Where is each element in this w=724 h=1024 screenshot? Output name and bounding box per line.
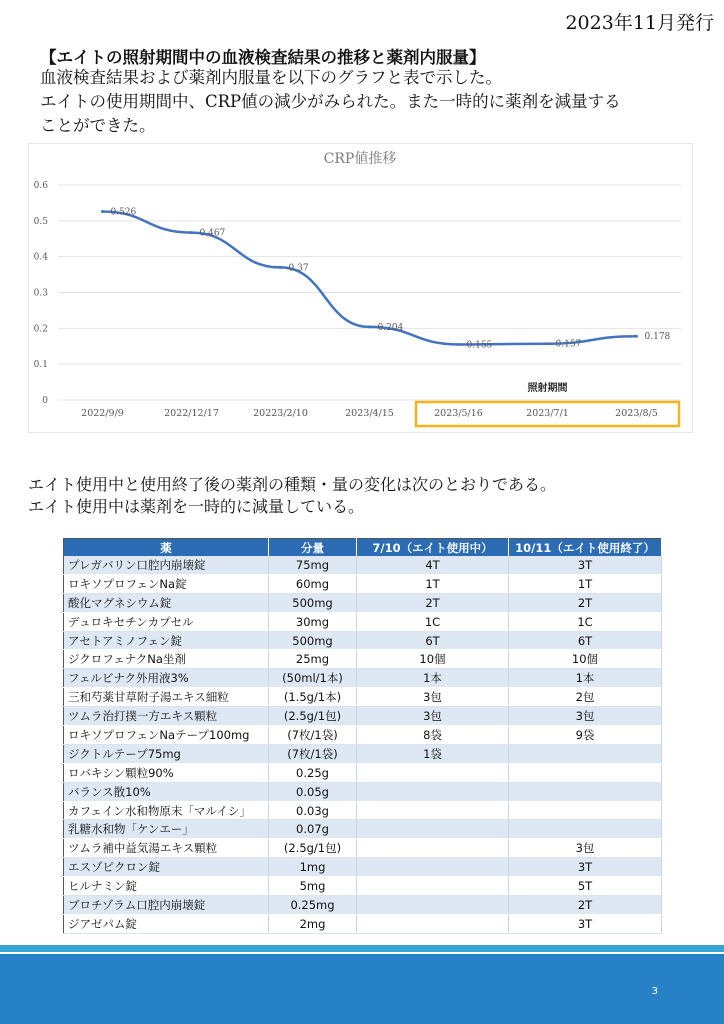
cell-drug: アセトアミノフェン錠 xyxy=(64,631,269,650)
cell-drug: ジクトルテープ75mg xyxy=(64,744,269,763)
y-tick-label: 0.1 xyxy=(33,360,48,371)
cell-drug: ロキソプロフェンNa錠 xyxy=(64,574,269,593)
cell-after-use: 3T xyxy=(509,914,662,933)
cell-during-use xyxy=(357,877,509,896)
table-row xyxy=(64,877,662,896)
cell-dose: 0.07g xyxy=(269,820,357,839)
data-label: 0.155 xyxy=(466,340,493,351)
cell-after-use: 1T xyxy=(509,574,662,593)
header-dose: 分量 xyxy=(269,539,357,557)
paragraph-line: エイト使用中と使用終了後の薬剤の種類・量の変化は次のとおりである。 xyxy=(28,475,557,494)
table-body xyxy=(64,556,662,933)
data-label: 0.178 xyxy=(644,332,671,343)
data-point xyxy=(279,266,282,269)
cell-during-use xyxy=(357,914,509,933)
cell-dose: (7枚/1袋) xyxy=(269,726,357,745)
x-tick-label: 2022/9/9 xyxy=(81,408,124,419)
cell-during-use xyxy=(357,763,509,782)
cell-after-use: 3包 xyxy=(509,839,662,858)
cell-dose: 1mg xyxy=(269,858,357,877)
table-row xyxy=(64,593,662,612)
header-during-use: 7/10（エイト使用中） xyxy=(357,539,509,557)
issue-date: 2023年11月発行 xyxy=(565,12,714,34)
data-point xyxy=(457,343,460,346)
cell-drug: ヒルナミン錠 xyxy=(64,877,269,896)
cell-dose: (2.5g/1包) xyxy=(269,707,357,726)
data-label: 0.204 xyxy=(377,322,404,333)
table-header-row xyxy=(64,539,662,557)
y-tick-label: 0.4 xyxy=(33,252,48,263)
data-point xyxy=(546,342,549,345)
cell-during-use: 1T xyxy=(357,574,509,593)
cell-dose: 2mg xyxy=(269,914,357,933)
page-number: 3 xyxy=(651,986,658,997)
cell-during-use: 1本 xyxy=(357,669,509,688)
cell-drug: ジアゼパム錠 xyxy=(64,914,269,933)
table-row xyxy=(64,858,662,877)
cell-during-use xyxy=(357,858,509,877)
cell-after-use: 1C xyxy=(509,612,662,631)
table-row xyxy=(64,631,662,650)
cell-drug: カフェイン水和物原末「マルイシ」 xyxy=(64,801,269,820)
x-tick-label: 20223/2/10 xyxy=(253,408,308,419)
footer-bar xyxy=(0,954,724,1024)
table-row xyxy=(64,726,662,745)
table-row xyxy=(64,650,662,669)
cell-dose: 25mg xyxy=(269,650,357,669)
cell-dose: 75mg xyxy=(269,556,357,574)
table-row xyxy=(64,896,662,915)
cell-drug: プレガバリン口腔内崩壊錠 xyxy=(64,556,269,574)
cell-during-use: 3包 xyxy=(357,688,509,707)
cell-during-use: 3包 xyxy=(357,707,509,726)
cell-after-use: 1本 xyxy=(509,669,662,688)
cell-after-use xyxy=(509,763,662,782)
table-row xyxy=(64,707,662,726)
y-tick-label: 0.3 xyxy=(33,288,48,299)
header-after-use: 10/11（エイト使用終了） xyxy=(509,539,662,557)
cell-drug: エスゾピクロン錠 xyxy=(64,858,269,877)
cell-drug: 乳糖水和物「ケンエー」 xyxy=(64,820,269,839)
cell-after-use: 3T xyxy=(509,858,662,877)
data-point xyxy=(635,335,638,338)
cell-during-use: 4T xyxy=(357,556,509,574)
table-row xyxy=(64,556,662,574)
cell-dose: (7枚/1袋) xyxy=(269,744,357,763)
cell-drug: ツムラ補中益気湯エキス顆粒 xyxy=(64,839,269,858)
cell-after-use xyxy=(509,782,662,801)
cell-during-use: 8袋 xyxy=(357,726,509,745)
cell-drug: フェルビナク外用液3% xyxy=(64,669,269,688)
medication-paragraph xyxy=(28,474,556,518)
cell-after-use: 10個 xyxy=(509,650,662,669)
cell-dose: 0.25mg xyxy=(269,896,357,915)
cell-during-use xyxy=(357,896,509,915)
irradiation-period-label: 照射期間 xyxy=(527,383,568,394)
x-tick-label: 2022/12/17 xyxy=(164,408,219,419)
y-tick-label: 0 xyxy=(42,396,48,406)
cell-during-use xyxy=(357,782,509,801)
chart-title: CRP値推移 xyxy=(323,151,397,167)
x-tick-label: 2023/8/5 xyxy=(615,408,658,419)
cell-drug: デュロキセチンカプセル xyxy=(64,612,269,631)
cell-after-use: 3包 xyxy=(509,707,662,726)
table-row xyxy=(64,669,662,688)
data-label: 0.467 xyxy=(199,228,226,239)
data-point xyxy=(368,325,371,328)
paragraph-line: エイト使用中は薬剤を一時的に減量している。 xyxy=(28,497,365,516)
cell-drug: ツムラ治打撲一方エキス顆粒 xyxy=(64,707,269,726)
cell-drug: ジクロフェナクNa坐剤 xyxy=(64,650,269,669)
cell-after-use: 6T xyxy=(509,631,662,650)
cell-during-use: 2T xyxy=(357,593,509,612)
cell-during-use: 10個 xyxy=(357,650,509,669)
cell-after-use xyxy=(509,801,662,820)
cell-during-use xyxy=(357,801,509,820)
y-tick-label: 0.5 xyxy=(33,216,48,227)
data-label: 0.157 xyxy=(555,339,582,350)
cell-dose: (1.5g/1本) xyxy=(269,688,357,707)
table-row xyxy=(64,763,662,782)
cell-after-use: 9袋 xyxy=(509,726,662,745)
cell-dose: 60mg xyxy=(269,574,357,593)
cell-after-use: 2包 xyxy=(509,688,662,707)
y-tick-label: 0.2 xyxy=(33,324,48,335)
cell-dose: 0.05g xyxy=(269,782,357,801)
cell-dose: 500mg xyxy=(269,593,357,612)
cell-after-use xyxy=(509,744,662,763)
table-row xyxy=(64,782,662,801)
cell-during-use: 1袋 xyxy=(357,744,509,763)
cell-dose: 30mg xyxy=(269,612,357,631)
cell-during-use xyxy=(357,839,509,858)
table-row xyxy=(64,574,662,593)
footer-accent-line xyxy=(0,945,724,952)
cell-during-use: 6T xyxy=(357,631,509,650)
intro-line: ことができた。 xyxy=(40,116,156,135)
cell-drug: バランス散10% xyxy=(64,782,269,801)
crp-chart-svg xyxy=(28,143,693,433)
table-row xyxy=(64,688,662,707)
cell-drug: 三和芍薬甘草附子湯エキス細粒 xyxy=(64,688,269,707)
cell-drug: 酸化マグネシウム錠 xyxy=(64,593,269,612)
cell-after-use: 2T xyxy=(509,593,662,612)
cell-dose: 0.03g xyxy=(269,801,357,820)
cell-drug: ロキソプロフェンNaテープ100mg xyxy=(64,726,269,745)
data-label: 0.37 xyxy=(288,263,309,274)
medication-table xyxy=(63,538,662,934)
y-tick-label: 0.6 xyxy=(33,181,48,191)
cell-dose: (50ml/1本) xyxy=(269,669,357,688)
intro-line: 血液検査結果および薬剤内服量を以下のグラフと表で示した。 xyxy=(40,68,502,87)
chart-frame xyxy=(29,144,693,433)
table-row xyxy=(64,839,662,858)
intro-line: エイトの使用期間中、CRP値の減少がみられた。また一時的に薬剤を減量する xyxy=(40,92,621,111)
cell-dose: 0.25g xyxy=(269,763,357,782)
table-row xyxy=(64,914,662,933)
x-tick-label: 2023/5/16 xyxy=(434,408,483,419)
cell-drug: ブロチゾラム口腔内崩壊錠 xyxy=(64,896,269,915)
cell-drug: ロバキシン顆粒90% xyxy=(64,763,269,782)
table-row xyxy=(64,820,662,839)
section-title: 【エイトの照射期間中の血液検査結果の推移と薬剤内服量】 xyxy=(40,48,486,67)
cell-during-use xyxy=(357,820,509,839)
cell-dose: (2.5g/1包) xyxy=(269,839,357,858)
cell-after-use: 5T xyxy=(509,877,662,896)
cell-after-use: 3T xyxy=(509,556,662,574)
x-tick-label: 2023/7/1 xyxy=(526,408,569,419)
data-point xyxy=(190,231,193,234)
crp-chart xyxy=(28,143,693,433)
data-point xyxy=(101,210,104,213)
table-row xyxy=(64,744,662,763)
intro-text xyxy=(40,66,700,138)
cell-dose: 500mg xyxy=(269,631,357,650)
table-row xyxy=(64,612,662,631)
cell-during-use: 1C xyxy=(357,612,509,631)
cell-dose: 5mg xyxy=(269,877,357,896)
cell-after-use xyxy=(509,820,662,839)
table-row xyxy=(64,801,662,820)
header-drug: 薬 xyxy=(64,539,269,557)
cell-after-use: 2T xyxy=(509,896,662,915)
x-tick-label: 2023/4/15 xyxy=(345,408,394,419)
data-label: 0.526 xyxy=(110,207,137,218)
